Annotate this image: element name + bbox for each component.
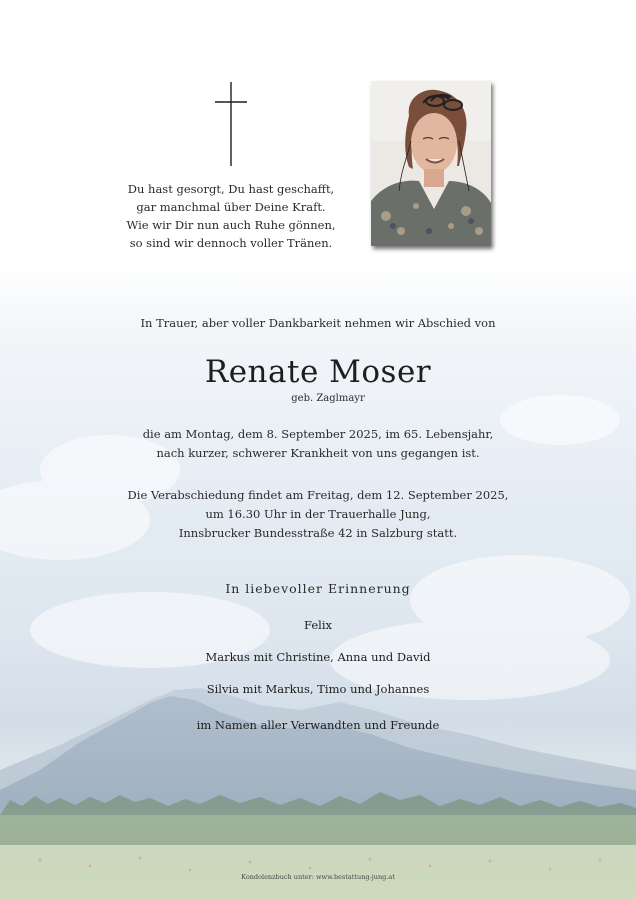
farewell-line: um 16.30 Uhr in der Trauerhalle Jung, [205,507,431,521]
condolence-footer: Kondolenzbuch unter: www.bestattung-jung.at [241,873,395,881]
mourner-line: im Namen aller Verwandten und Freunde [196,718,440,732]
mourner-line: Markus mit Christine, Anna und David [205,650,431,664]
memory-heading: In liebevoller Erinnerung [225,581,411,596]
farewell-line: Die Verabschiedung findet am Freitag, dem 12. September 2025, [127,488,509,502]
death-notice [0,425,636,463]
poem-line: so sind wir dennoch voller Tränen. [129,236,333,250]
cross-icon [213,82,249,166]
farewell-line: Innsbrucker Bundesstraße 42 in Salzburg statt. [178,526,458,540]
poem-line: Du hast gesorgt, Du hast geschafft, [127,182,335,196]
farewell-details [0,486,636,543]
maiden-name: geb. Zaglmayr [291,393,365,404]
poem [95,180,367,252]
death-notice-line: die am Montag, dem 8. September 2025, im 65. Lebensjahr, [142,427,494,441]
poem-line: Wie wir Dir nun auch Ruhe gönnen, [126,218,336,232]
mourner-line: Felix [304,618,332,632]
portrait-photo [371,81,491,246]
mourner-line: Silvia mit Markus, Timo und Johannes [206,682,430,696]
deceased-name: Renate Moser [204,354,432,390]
death-notice-line: nach kurzer, schwerer Krankheit von uns gegangen ist. [156,446,480,460]
intro-text: In Trauer, aber voller Dankbarkeit nehmen wir Abschied von [140,316,496,330]
poem-line: gar manchmal über Deine Kraft. [136,200,326,214]
